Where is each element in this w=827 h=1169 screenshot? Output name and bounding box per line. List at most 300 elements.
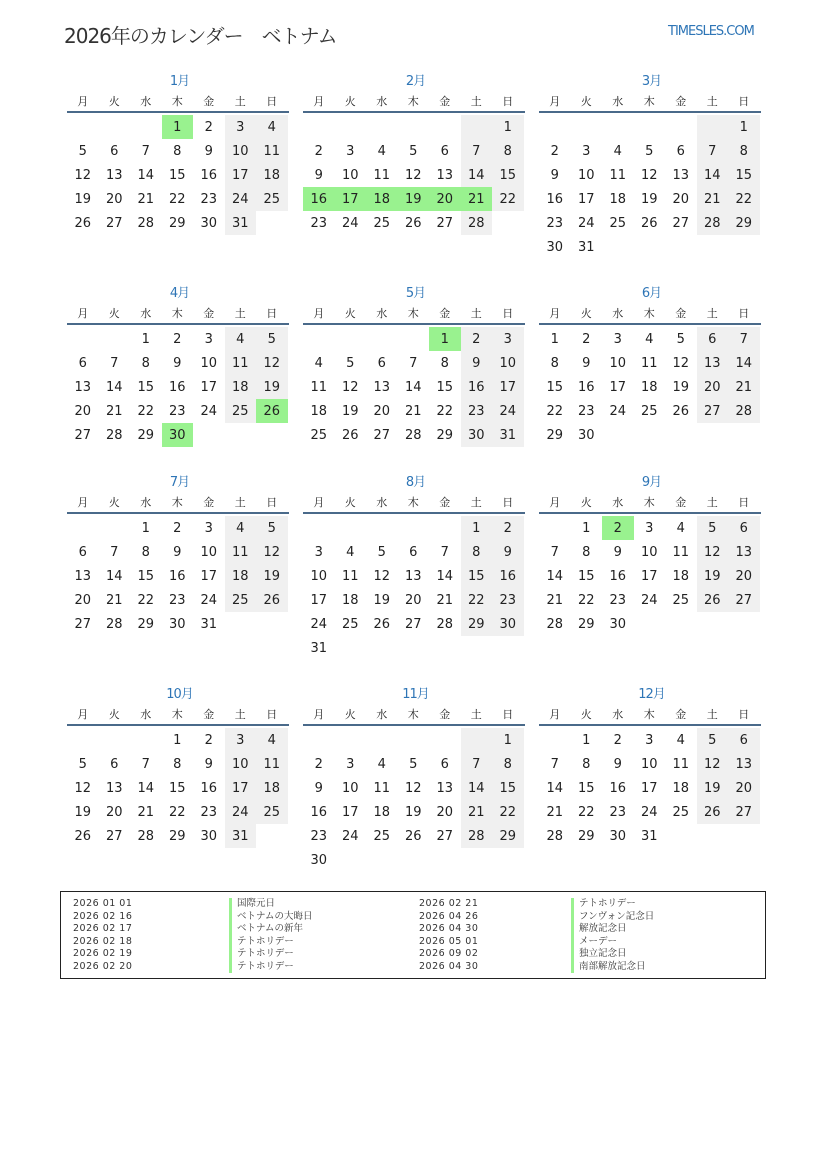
- day-cell[interactable]: 11: [225, 351, 257, 375]
- day-cell[interactable]: 7: [550, 544, 559, 560]
- day-cell[interactable]: 9: [582, 355, 591, 371]
- day-cell[interactable]: 26: [373, 616, 391, 632]
- day-cell[interactable]: 6: [110, 756, 119, 772]
- day-cell[interactable]: 17: [341, 804, 359, 820]
- day-cell[interactable]: 8: [173, 756, 182, 772]
- day-cell[interactable]: 15: [137, 379, 155, 395]
- day-cell[interactable]: 5: [697, 516, 729, 540]
- day-cell[interactable]: 29: [728, 211, 760, 235]
- day-cell[interactable]: 28: [546, 828, 564, 844]
- day-cell[interactable]: 9: [173, 355, 182, 371]
- day-cell[interactable]: 15: [492, 163, 524, 187]
- day-cell[interactable]: 17: [609, 379, 627, 395]
- day-cell[interactable]: 9: [314, 780, 323, 796]
- day-cell[interactable]: 17: [310, 592, 328, 608]
- day-cell[interactable]: 15: [168, 780, 186, 796]
- day-cell[interactable]: 10: [310, 568, 328, 584]
- day-cell[interactable]: 27: [105, 828, 123, 844]
- day-cell[interactable]: 5: [346, 355, 355, 371]
- day-cell[interactable]: 18: [225, 564, 257, 588]
- day-cell[interactable]: 19: [672, 379, 690, 395]
- day-cell[interactable]: 25: [373, 828, 391, 844]
- holiday-day-cell[interactable]: 1: [162, 115, 194, 139]
- day-cell[interactable]: 1: [141, 331, 150, 347]
- day-cell[interactable]: 1: [550, 331, 559, 347]
- day-cell[interactable]: 9: [492, 540, 524, 564]
- day-cell[interactable]: 21: [697, 187, 729, 211]
- day-cell[interactable]: 6: [377, 355, 386, 371]
- day-cell[interactable]: 1: [492, 728, 524, 752]
- day-cell[interactable]: 25: [256, 800, 288, 824]
- day-cell[interactable]: 21: [546, 592, 564, 608]
- day-cell[interactable]: 1: [582, 520, 591, 536]
- holiday-day-cell[interactable]: 26: [256, 399, 288, 423]
- day-cell[interactable]: 25: [672, 804, 690, 820]
- day-cell[interactable]: 15: [137, 568, 155, 584]
- day-cell[interactable]: 6: [728, 728, 760, 752]
- day-cell[interactable]: 22: [492, 800, 524, 824]
- day-cell[interactable]: 11: [672, 544, 690, 560]
- day-cell[interactable]: 7: [440, 544, 449, 560]
- day-cell[interactable]: 22: [492, 187, 524, 211]
- day-cell[interactable]: 5: [78, 756, 87, 772]
- day-cell[interactable]: 12: [373, 568, 391, 584]
- day-cell[interactable]: 30: [200, 828, 218, 844]
- day-cell[interactable]: 4: [256, 115, 288, 139]
- day-cell[interactable]: 7: [110, 544, 119, 560]
- day-cell[interactable]: 12: [640, 167, 658, 183]
- day-cell[interactable]: 19: [697, 564, 729, 588]
- holiday-day-cell[interactable]: 20: [429, 187, 461, 211]
- day-cell[interactable]: 10: [640, 544, 658, 560]
- day-cell[interactable]: 25: [640, 403, 658, 419]
- day-cell[interactable]: 8: [550, 355, 559, 371]
- day-cell[interactable]: 16: [310, 804, 328, 820]
- day-cell[interactable]: 16: [461, 375, 493, 399]
- day-cell[interactable]: 5: [409, 756, 418, 772]
- day-cell[interactable]: 27: [105, 215, 123, 231]
- day-cell[interactable]: 7: [461, 752, 493, 776]
- day-cell[interactable]: 13: [672, 167, 690, 183]
- day-cell[interactable]: 7: [697, 139, 729, 163]
- day-cell[interactable]: 11: [256, 139, 288, 163]
- day-cell[interactable]: 31: [577, 239, 595, 255]
- day-cell[interactable]: 16: [577, 379, 595, 395]
- day-cell[interactable]: 1: [492, 115, 524, 139]
- day-cell[interactable]: 23: [168, 592, 186, 608]
- day-cell[interactable]: 10: [225, 752, 257, 776]
- day-cell[interactable]: 12: [74, 167, 92, 183]
- day-cell[interactable]: 18: [225, 375, 257, 399]
- day-cell[interactable]: 18: [609, 191, 627, 207]
- day-cell[interactable]: 9: [550, 167, 559, 183]
- day-cell[interactable]: 27: [74, 427, 92, 443]
- day-cell[interactable]: 28: [137, 828, 155, 844]
- day-cell[interactable]: 5: [645, 143, 654, 159]
- day-cell[interactable]: 18: [373, 804, 391, 820]
- day-cell[interactable]: 27: [672, 215, 690, 231]
- day-cell[interactable]: 9: [204, 756, 213, 772]
- day-cell[interactable]: 7: [461, 139, 493, 163]
- day-cell[interactable]: 27: [74, 616, 92, 632]
- day-cell[interactable]: 26: [74, 828, 92, 844]
- day-cell[interactable]: 16: [546, 191, 564, 207]
- day-cell[interactable]: 27: [404, 616, 422, 632]
- day-cell[interactable]: 21: [436, 592, 454, 608]
- day-cell[interactable]: 23: [609, 592, 627, 608]
- day-cell[interactable]: 26: [341, 427, 359, 443]
- day-cell[interactable]: 15: [577, 780, 595, 796]
- day-cell[interactable]: 15: [577, 568, 595, 584]
- day-cell[interactable]: 7: [110, 355, 119, 371]
- day-cell[interactable]: 15: [436, 379, 454, 395]
- day-cell[interactable]: 3: [225, 115, 257, 139]
- day-cell[interactable]: 22: [168, 804, 186, 820]
- day-cell[interactable]: 28: [546, 616, 564, 632]
- day-cell[interactable]: 5: [409, 143, 418, 159]
- day-cell[interactable]: 20: [74, 592, 92, 608]
- day-cell[interactable]: 1: [461, 516, 493, 540]
- day-cell[interactable]: 23: [577, 403, 595, 419]
- day-cell[interactable]: 25: [373, 215, 391, 231]
- day-cell[interactable]: 18: [672, 568, 690, 584]
- day-cell[interactable]: 23: [310, 828, 328, 844]
- day-cell[interactable]: 20: [672, 191, 690, 207]
- day-cell[interactable]: 12: [404, 780, 422, 796]
- day-cell[interactable]: 5: [78, 143, 87, 159]
- day-cell[interactable]: 30: [609, 828, 627, 844]
- day-cell[interactable]: 26: [697, 588, 729, 612]
- day-cell[interactable]: 10: [577, 167, 595, 183]
- day-cell[interactable]: 3: [346, 756, 355, 772]
- day-cell[interactable]: 18: [341, 592, 359, 608]
- day-cell[interactable]: 8: [582, 544, 591, 560]
- holiday-day-cell[interactable]: 17: [335, 187, 367, 211]
- day-cell[interactable]: 2: [613, 732, 622, 748]
- day-cell[interactable]: 5: [697, 728, 729, 752]
- day-cell[interactable]: 8: [173, 143, 182, 159]
- holiday-day-cell[interactable]: 30: [162, 423, 194, 447]
- day-cell[interactable]: 3: [645, 732, 654, 748]
- day-cell[interactable]: 21: [546, 804, 564, 820]
- day-cell[interactable]: 16: [168, 568, 186, 584]
- day-cell[interactable]: 25: [310, 427, 328, 443]
- day-cell[interactable]: 22: [546, 403, 564, 419]
- day-cell[interactable]: 24: [200, 592, 218, 608]
- day-cell[interactable]: 7: [409, 355, 418, 371]
- day-cell[interactable]: 15: [728, 163, 760, 187]
- day-cell[interactable]: 7: [550, 756, 559, 772]
- day-cell[interactable]: 2: [582, 331, 591, 347]
- day-cell[interactable]: 22: [168, 191, 186, 207]
- day-cell[interactable]: 13: [105, 167, 123, 183]
- day-cell[interactable]: 27: [728, 800, 760, 824]
- day-cell[interactable]: 2: [550, 143, 559, 159]
- day-cell[interactable]: 7: [141, 143, 150, 159]
- day-cell[interactable]: 20: [728, 564, 760, 588]
- day-cell[interactable]: 24: [640, 592, 658, 608]
- day-cell[interactable]: 4: [314, 355, 323, 371]
- day-cell[interactable]: 20: [105, 804, 123, 820]
- day-cell[interactable]: 10: [200, 355, 218, 371]
- day-cell[interactable]: 28: [105, 616, 123, 632]
- holiday-day-cell[interactable]: 21: [461, 187, 493, 211]
- day-cell[interactable]: 22: [577, 592, 595, 608]
- day-cell[interactable]: 15: [492, 776, 524, 800]
- day-cell[interactable]: 27: [436, 215, 454, 231]
- day-cell[interactable]: 2: [173, 331, 182, 347]
- day-cell[interactable]: 29: [137, 427, 155, 443]
- day-cell[interactable]: 9: [461, 351, 493, 375]
- day-cell[interactable]: 11: [609, 167, 627, 183]
- day-cell[interactable]: 29: [168, 828, 186, 844]
- day-cell[interactable]: 22: [137, 403, 155, 419]
- day-cell[interactable]: 17: [225, 776, 257, 800]
- day-cell[interactable]: 12: [672, 355, 690, 371]
- day-cell[interactable]: 1: [728, 115, 760, 139]
- day-cell[interactable]: 3: [613, 331, 622, 347]
- day-cell[interactable]: 17: [640, 780, 658, 796]
- day-cell[interactable]: 27: [728, 588, 760, 612]
- day-cell[interactable]: 20: [697, 375, 729, 399]
- day-cell[interactable]: 5: [256, 516, 288, 540]
- day-cell[interactable]: 13: [373, 379, 391, 395]
- day-cell[interactable]: 25: [256, 187, 288, 211]
- day-cell[interactable]: 26: [404, 828, 422, 844]
- day-cell[interactable]: 25: [672, 592, 690, 608]
- day-cell[interactable]: 16: [492, 564, 524, 588]
- day-cell[interactable]: 2: [204, 732, 213, 748]
- day-cell[interactable]: 27: [697, 399, 729, 423]
- day-cell[interactable]: 13: [728, 752, 760, 776]
- day-cell[interactable]: 14: [546, 568, 564, 584]
- day-cell[interactable]: 28: [697, 211, 729, 235]
- day-cell[interactable]: 3: [204, 331, 213, 347]
- day-cell[interactable]: 4: [377, 756, 386, 772]
- day-cell[interactable]: 19: [697, 776, 729, 800]
- day-cell[interactable]: 18: [672, 780, 690, 796]
- day-cell[interactable]: 25: [225, 399, 257, 423]
- day-cell[interactable]: 28: [461, 824, 493, 848]
- day-cell[interactable]: 15: [168, 167, 186, 183]
- day-cell[interactable]: 4: [613, 143, 622, 159]
- day-cell[interactable]: 16: [200, 780, 218, 796]
- day-cell[interactable]: 6: [697, 327, 729, 351]
- day-cell[interactable]: 12: [404, 167, 422, 183]
- day-cell[interactable]: 17: [200, 379, 218, 395]
- day-cell[interactable]: 25: [609, 215, 627, 231]
- day-cell[interactable]: 4: [225, 327, 257, 351]
- day-cell[interactable]: 4: [225, 516, 257, 540]
- day-cell[interactable]: 21: [105, 592, 123, 608]
- day-cell[interactable]: 21: [105, 403, 123, 419]
- day-cell[interactable]: 26: [74, 215, 92, 231]
- day-cell[interactable]: 8: [728, 139, 760, 163]
- day-cell[interactable]: 8: [461, 540, 493, 564]
- day-cell[interactable]: 13: [74, 568, 92, 584]
- day-cell[interactable]: 16: [609, 568, 627, 584]
- day-cell[interactable]: 3: [346, 143, 355, 159]
- day-cell[interactable]: 3: [314, 544, 323, 560]
- day-cell[interactable]: 6: [78, 544, 87, 560]
- day-cell[interactable]: 29: [436, 427, 454, 443]
- day-cell[interactable]: 4: [377, 143, 386, 159]
- day-cell[interactable]: 26: [697, 800, 729, 824]
- day-cell[interactable]: 23: [200, 191, 218, 207]
- day-cell[interactable]: 14: [461, 163, 493, 187]
- day-cell[interactable]: 3: [582, 143, 591, 159]
- day-cell[interactable]: 28: [461, 211, 493, 235]
- day-cell[interactable]: 14: [697, 163, 729, 187]
- day-cell[interactable]: 18: [256, 776, 288, 800]
- day-cell[interactable]: 20: [373, 403, 391, 419]
- day-cell[interactable]: 8: [141, 355, 150, 371]
- day-cell[interactable]: 7: [141, 756, 150, 772]
- day-cell[interactable]: 31: [310, 640, 328, 656]
- day-cell[interactable]: 17: [225, 163, 257, 187]
- day-cell[interactable]: 17: [577, 191, 595, 207]
- day-cell[interactable]: 28: [728, 399, 760, 423]
- day-cell[interactable]: 1: [582, 732, 591, 748]
- day-cell[interactable]: 17: [492, 375, 524, 399]
- holiday-day-cell[interactable]: 16: [303, 187, 335, 211]
- day-cell[interactable]: 31: [225, 824, 257, 848]
- day-cell[interactable]: 21: [137, 804, 155, 820]
- day-cell[interactable]: 5: [377, 544, 386, 560]
- day-cell[interactable]: 1: [141, 520, 150, 536]
- day-cell[interactable]: 23: [310, 215, 328, 231]
- day-cell[interactable]: 16: [168, 379, 186, 395]
- day-cell[interactable]: 3: [204, 520, 213, 536]
- day-cell[interactable]: 14: [728, 351, 760, 375]
- day-cell[interactable]: 6: [676, 143, 685, 159]
- day-cell[interactable]: 23: [168, 403, 186, 419]
- day-cell[interactable]: 20: [105, 191, 123, 207]
- day-cell[interactable]: 12: [341, 379, 359, 395]
- day-cell[interactable]: 10: [341, 167, 359, 183]
- day-cell[interactable]: 29: [546, 427, 564, 443]
- day-cell[interactable]: 2: [204, 119, 213, 135]
- day-cell[interactable]: 7: [728, 327, 760, 351]
- day-cell[interactable]: 14: [137, 167, 155, 183]
- day-cell[interactable]: 17: [200, 568, 218, 584]
- day-cell[interactable]: 21: [728, 375, 760, 399]
- day-cell[interactable]: 19: [640, 191, 658, 207]
- day-cell[interactable]: 11: [341, 568, 359, 584]
- day-cell[interactable]: 11: [310, 379, 328, 395]
- day-cell[interactable]: 18: [310, 403, 328, 419]
- day-cell[interactable]: 29: [492, 824, 524, 848]
- day-cell[interactable]: 29: [577, 616, 595, 632]
- day-cell[interactable]: 13: [404, 568, 422, 584]
- day-cell[interactable]: 31: [640, 828, 658, 844]
- day-cell[interactable]: 5: [676, 331, 685, 347]
- day-cell[interactable]: 22: [436, 403, 454, 419]
- day-cell[interactable]: 22: [577, 804, 595, 820]
- day-cell[interactable]: 9: [613, 756, 622, 772]
- holiday-day-cell[interactable]: 18: [366, 187, 398, 211]
- day-cell[interactable]: 8: [492, 139, 524, 163]
- day-cell[interactable]: 19: [74, 804, 92, 820]
- day-cell[interactable]: 23: [546, 215, 564, 231]
- day-cell[interactable]: 24: [609, 403, 627, 419]
- day-cell[interactable]: 30: [577, 427, 595, 443]
- day-cell[interactable]: 30: [609, 616, 627, 632]
- day-cell[interactable]: 25: [341, 616, 359, 632]
- day-cell[interactable]: 23: [461, 399, 493, 423]
- day-cell[interactable]: 29: [137, 616, 155, 632]
- day-cell[interactable]: 11: [640, 355, 658, 371]
- day-cell[interactable]: 6: [440, 756, 449, 772]
- day-cell[interactable]: 6: [78, 355, 87, 371]
- day-cell[interactable]: 4: [256, 728, 288, 752]
- day-cell[interactable]: 9: [314, 167, 323, 183]
- day-cell[interactable]: 14: [105, 568, 123, 584]
- day-cell[interactable]: 29: [168, 215, 186, 231]
- day-cell[interactable]: 22: [461, 588, 493, 612]
- site-name[interactable]: TIMESLES.COM: [668, 24, 754, 39]
- day-cell[interactable]: 12: [256, 351, 288, 375]
- day-cell[interactable]: 28: [105, 427, 123, 443]
- day-cell[interactable]: 12: [697, 540, 729, 564]
- day-cell[interactable]: 12: [256, 540, 288, 564]
- day-cell[interactable]: 17: [640, 568, 658, 584]
- day-cell[interactable]: 9: [173, 544, 182, 560]
- day-cell[interactable]: 31: [200, 616, 218, 632]
- day-cell[interactable]: 22: [728, 187, 760, 211]
- day-cell[interactable]: 15: [546, 379, 564, 395]
- day-cell[interactable]: 3: [492, 327, 524, 351]
- day-cell[interactable]: 8: [440, 355, 449, 371]
- day-cell[interactable]: 24: [341, 828, 359, 844]
- day-cell[interactable]: 24: [225, 187, 257, 211]
- holiday-day-cell[interactable]: 2: [602, 516, 634, 540]
- day-cell[interactable]: 27: [373, 427, 391, 443]
- day-cell[interactable]: 11: [256, 752, 288, 776]
- day-cell[interactable]: 2: [173, 520, 182, 536]
- day-cell[interactable]: 10: [640, 756, 658, 772]
- day-cell[interactable]: 2: [314, 756, 323, 772]
- day-cell[interactable]: 1: [173, 732, 182, 748]
- day-cell[interactable]: 26: [640, 215, 658, 231]
- holiday-day-cell[interactable]: 19: [398, 187, 430, 211]
- day-cell[interactable]: 13: [74, 379, 92, 395]
- day-cell[interactable]: 10: [200, 544, 218, 560]
- day-cell[interactable]: 15: [461, 564, 493, 588]
- day-cell[interactable]: 28: [137, 215, 155, 231]
- day-cell[interactable]: 30: [310, 852, 328, 868]
- day-cell[interactable]: 2: [314, 143, 323, 159]
- day-cell[interactable]: 4: [676, 520, 685, 536]
- day-cell[interactable]: 14: [436, 568, 454, 584]
- day-cell[interactable]: 11: [373, 780, 391, 796]
- day-cell[interactable]: 3: [225, 728, 257, 752]
- day-cell[interactable]: 6: [409, 544, 418, 560]
- day-cell[interactable]: 30: [546, 239, 564, 255]
- day-cell[interactable]: 28: [404, 427, 422, 443]
- day-cell[interactable]: 30: [168, 616, 186, 632]
- day-cell[interactable]: 26: [256, 588, 288, 612]
- day-cell[interactable]: 18: [256, 163, 288, 187]
- day-cell[interactable]: 2: [492, 516, 524, 540]
- day-cell[interactable]: 30: [461, 423, 493, 447]
- day-cell[interactable]: 24: [492, 399, 524, 423]
- day-cell[interactable]: 19: [341, 403, 359, 419]
- day-cell[interactable]: 11: [225, 540, 257, 564]
- day-cell[interactable]: 19: [404, 804, 422, 820]
- day-cell[interactable]: 6: [440, 143, 449, 159]
- day-cell[interactable]: 9: [204, 143, 213, 159]
